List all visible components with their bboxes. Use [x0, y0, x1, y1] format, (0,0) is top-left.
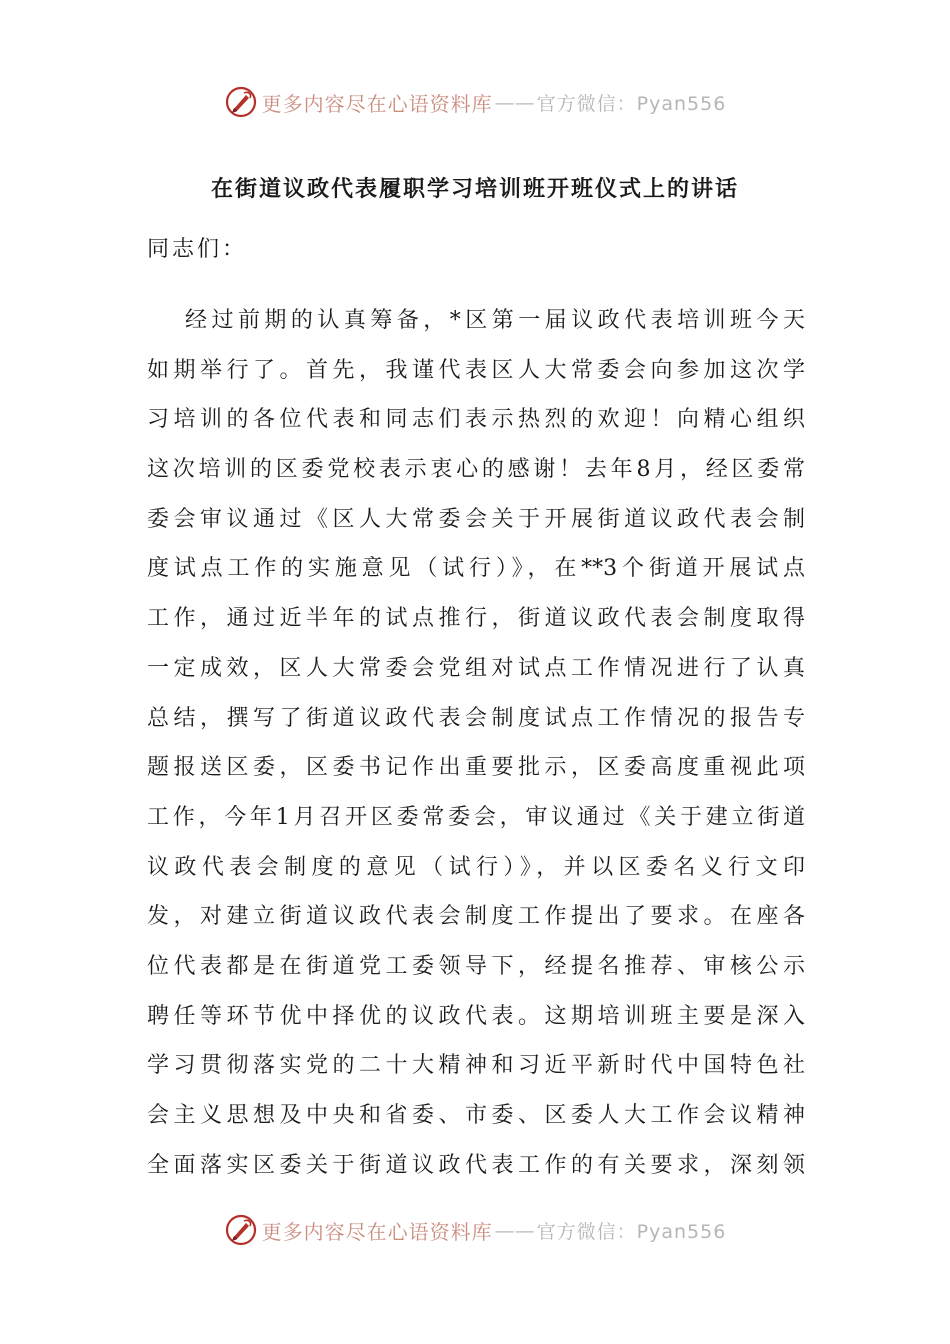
banner-library-text: 更多内容尽在心语资料库	[261, 1219, 493, 1244]
paragraph-line: 委会审议通过《区人大常委会关于开展街道议政代表会制	[147, 506, 805, 532]
banner-dash: ——	[494, 90, 535, 114]
paragraph-line: 度试点工作的实施意见（试行）》，在**3个街道开展试点	[147, 556, 805, 582]
paragraph-line: 这次培训的区委党校表示衷心的感谢！去年8月，经区委常	[147, 457, 805, 483]
paragraph-line: 习培训的各位代表和同志们表示热烈的欢迎！向精心组织	[147, 407, 805, 433]
paragraph-line: 经过前期的认真筹备，*区第一届议政代表培训班今天	[185, 308, 805, 333]
banner-contact-text: 官方微信：Pyan556	[536, 92, 727, 115]
banner-library-text: 更多内容尽在心语资料库	[261, 91, 493, 116]
paragraph-line: 总结，撰写了街道议政代表会制度试点工作情况的报告专	[147, 705, 805, 731]
paragraph-line: 一定成效，区人大常委会党组对试点工作情况进行了认真	[147, 655, 805, 681]
pen-logo-icon	[224, 1213, 258, 1247]
paragraph-line: 工作，今年1月召开区委常委会，审议通过《关于建立街道	[147, 804, 805, 830]
paragraph-line: 会主义思想及中央和省委、市委、区委人大工作会议精神	[147, 1103, 805, 1128]
banner-dash: ——	[494, 1218, 535, 1242]
paragraph-line: 位代表都是在街道党工委领导下，经提名推荐、审核公示	[147, 953, 805, 979]
paragraph-line: 学习贯彻落实党的二十大精神和习近平新时代中国特色社	[147, 1053, 805, 1079]
footer-watermark-banner	[0, 1210, 950, 1250]
paragraph-line: 题报送区委，区委书记作出重要批示，区委高度重视此项	[147, 755, 805, 781]
paragraph-line: 聘任等环节优中择优的议政代表。这期培训班主要是深入	[147, 1003, 805, 1029]
document-title: 在街道议政代表履职学习培训班开班仪式上的讲话	[210, 176, 739, 202]
paragraph-line: 全面落实区委关于街道议政代表工作的有关要求，深刻领	[147, 1152, 805, 1178]
banner-contact-text: 官方微信：Pyan556	[536, 1220, 727, 1243]
header-watermark-banner	[0, 82, 950, 122]
salutation: 同志们：	[147, 237, 248, 262]
paragraph-line: 议政代表会制度的意见（试行）》，并以区委名义行文印	[147, 854, 805, 880]
paragraph-line: 如期举行了。首先，我谨代表区人大常委会向参加这次学	[147, 357, 805, 383]
paragraph-line: 发，对建立街道议政代表会制度工作提出了要求。在座各	[147, 904, 805, 930]
pen-logo-icon	[224, 85, 258, 119]
paragraph-line: 工作，通过近半年的试点推行，街道议政代表会制度取得	[147, 606, 805, 632]
speech-paragraph	[147, 296, 805, 1190]
